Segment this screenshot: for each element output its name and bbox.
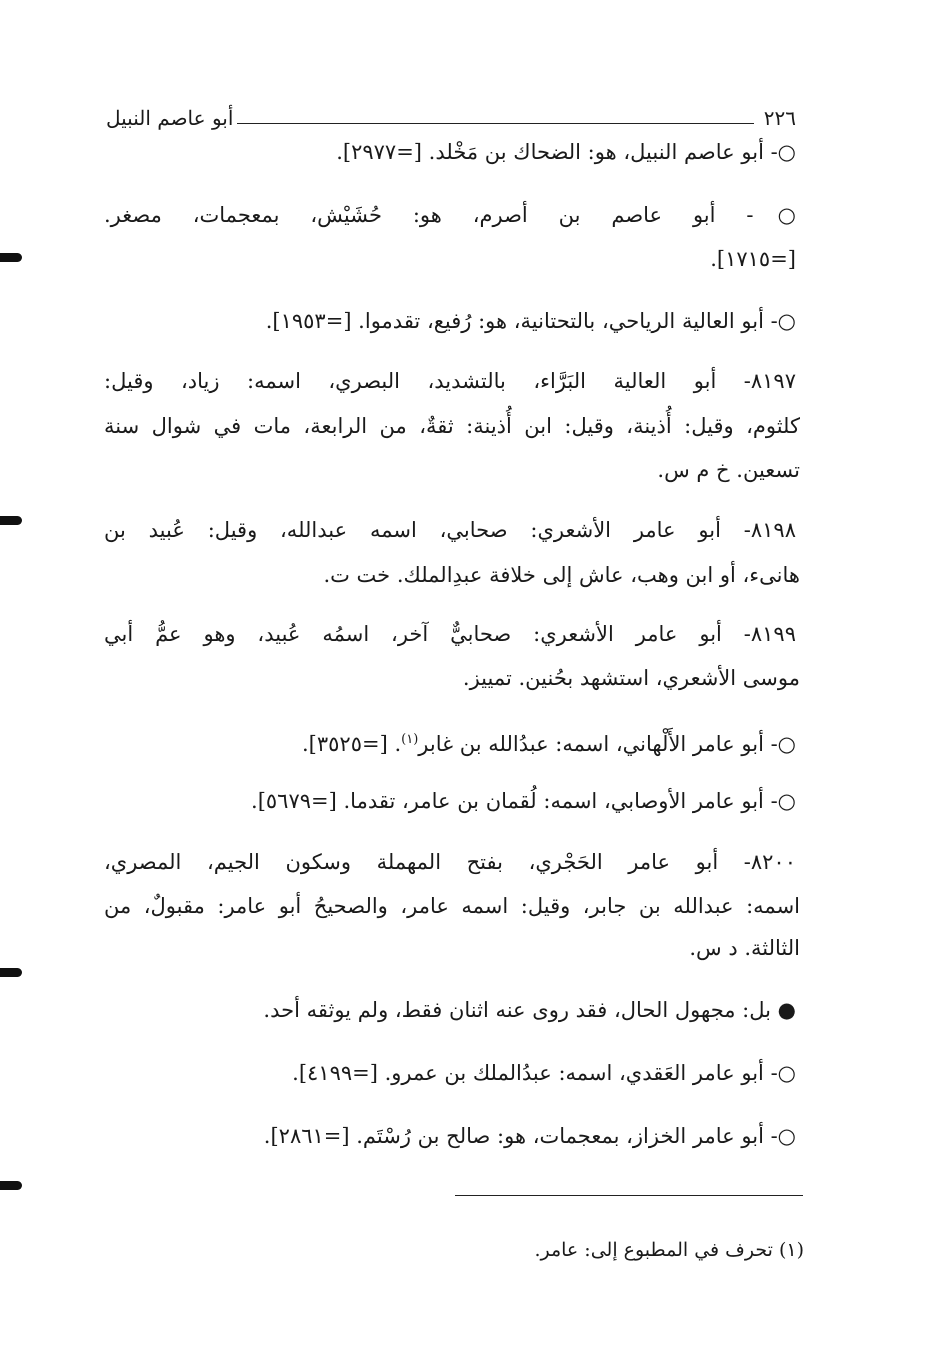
footnote: (١) تحرف في المطبوع إلى: عامر. bbox=[534, 1239, 804, 1261]
entry-line: ○- أبو عامر الخزاز، بمعجمات، هو: صالح بن رُسْتَم. [=٢٨٦١]. bbox=[263, 1124, 796, 1148]
entry-text-tail: . [=٣٥٢٥]. bbox=[301, 732, 402, 756]
footnote-reference: (١) bbox=[401, 732, 419, 747]
scan-edge-mark bbox=[0, 516, 22, 525]
entry-line: ● بل: مجهول الحال، فقد روى عنه اثنان فقط، ولم يوثقه أحد. bbox=[263, 998, 796, 1022]
entry-line: ٨٢٠٠- أبو عامر الحَجْري، بفتح المهملة وسكون الجيم، المصري، bbox=[104, 850, 796, 874]
running-title: أبو عاصم النبيل bbox=[106, 106, 234, 130]
entry-line: هانىء، أو ابن وهب، عاش إلى خلافة عبدِالملك. خت ت. bbox=[323, 563, 800, 587]
scan-edge-mark bbox=[0, 1181, 22, 1190]
running-header bbox=[106, 96, 796, 130]
scan-edge-mark bbox=[0, 253, 22, 262]
entry-line: ○- أبو عامر الأوصابي، اسمه: لُقمان بن عامر، تقدما. [=٥٦٧٩]. bbox=[251, 789, 796, 813]
entry-line: ٨١٩٩- أبو عامر الأشعري: صحابيٌّ آخر، اسمُه عُبيد، وهو عمُّ أبي bbox=[104, 622, 796, 646]
entry-line: تسعين. خ م س. bbox=[657, 458, 800, 482]
entry-line: ٨١٩٧- أبو العالية البَرَّاء، بالتشديد، البصري، اسمه: زياد، وقيل: bbox=[104, 369, 796, 393]
entry-line: ○- أبو عاصم بن أصرم، هو: حُشَيْش، بمعجمات، مصغر. bbox=[104, 203, 796, 227]
entry-line: كلثوم، وقيل: أُذينة، وقيل: ابن أُذينة: ثقةٌ، من الرابعة، مات في شوال سنة bbox=[104, 414, 800, 438]
scan-edge-mark bbox=[0, 968, 22, 977]
page-number: ٢٢٦ bbox=[763, 106, 796, 130]
footnote-rule bbox=[455, 1195, 803, 1196]
entry-line: موسى الأشعري، استشهد بحُنين. تمييز. bbox=[462, 666, 800, 690]
entry-line: الثالثة. د س. bbox=[689, 936, 800, 960]
entry-line bbox=[170, 725, 796, 759]
entry-line: ○- أبو عامر العَقدي، اسمه: عبدُالملك بن عمرو. [=٤١٩٩]. bbox=[292, 1061, 796, 1085]
entry-line: ○- أبو عاصم النبيل، هو: الضحاك بن مَخْلد. [=٢٩٧٧]. bbox=[336, 140, 796, 164]
entry-text: ○- أبو عامر الأَلْهاني، اسمه: عبدُالله بن غابر bbox=[418, 732, 796, 756]
entry-line: ٨١٩٨- أبو عامر الأشعري: صحابي، اسمه عبدالله، وقيل: عُبيد بن bbox=[104, 518, 796, 542]
entry-line: [=١٧١٥]. bbox=[710, 247, 796, 271]
entry-line: ○- أبو العالية الرياحي، بالتحتانية، هو: رُفيع، تقدموا. [=١٩٥٣]. bbox=[265, 309, 796, 333]
entry-line: اسمه: عبدالله بن جابر، وقيل: اسمه عامر، والصحيحُ أبو عامر: مقبولٌ، من bbox=[104, 894, 800, 918]
header-rule bbox=[237, 123, 753, 124]
